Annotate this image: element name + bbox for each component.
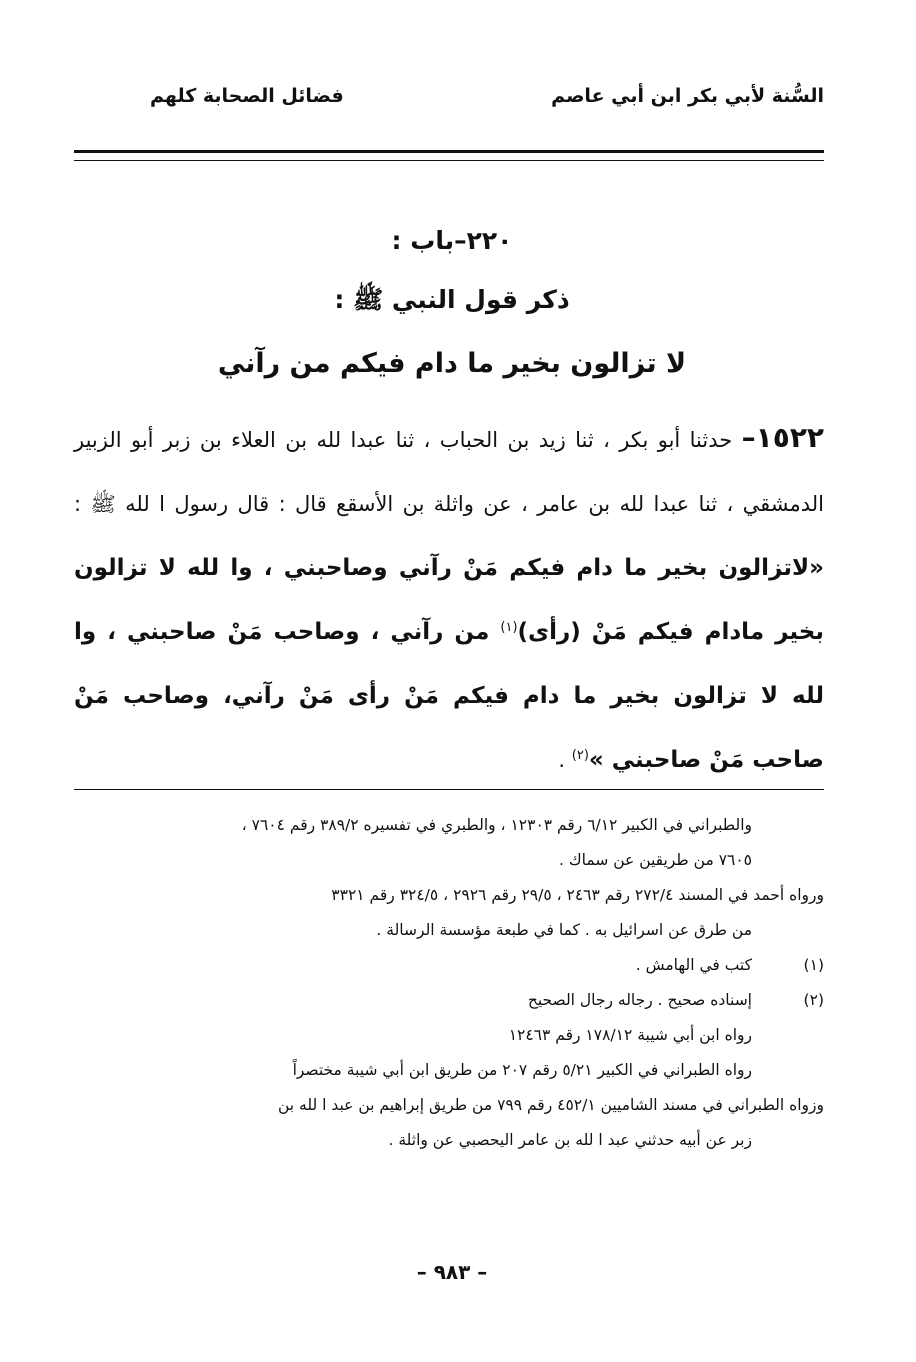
footnotes [74, 808, 824, 1158]
section-title: فضائل الصحابة كلهم [150, 85, 344, 107]
footnote-continued-line: من طرق عن اسرائيل به . كما في طبعة مؤسسة الرسالة . [376, 921, 752, 939]
footnote-continued-line: ٧٦٠٥ من طريقين عن سماك . [559, 851, 752, 869]
footnote-2 [74, 983, 824, 1018]
chapter-title: ذكر قول النبي ﷺ : [334, 285, 570, 314]
book-title: السُّنة لأبي بكر ابن أبي عاصم [551, 85, 824, 107]
hadith-matn-part-2: من رآني ، وصاحب مَنْ صاحبني ، وا لله لا تزالون بخير ما دام فيكم مَنْ رأى مَنْ رآني، وصاحب مَنْ صاحب مَنْ صاحبني » [74, 619, 824, 773]
footnote-1 [74, 948, 824, 983]
footnote-2-line: زبر عن أبيه حدثني عبد ا لله بن عامر اليحصبي عن واثلة . [388, 1131, 752, 1149]
footnote-2-marker: (٢) [803, 991, 824, 1009]
chapter-subtitle: لا تزالون بخير ما دام فيكم من رآني [217, 348, 687, 379]
footnote-2-line: رواه الطبراني في الكبير ٥/٢١ رقم ٢٠٧ من طريق ابن أبي شيبة مختصراً [292, 1061, 752, 1079]
footnote-1-text: كتب في الهامش . [635, 956, 752, 974]
chapter-number: ٢٢٠–باب : [391, 226, 513, 255]
hadith-end: . [558, 748, 572, 772]
footnote-ref-2[interactable]: (٢) [571, 748, 589, 763]
hadith-matn-part-1: «لاتزالون بخير ما دام فيكم مَنْ رآني وصاحبني ، وا لله لا تزالون بخير مادام فيكم مَنْ (رأى) [74, 555, 824, 645]
hadith-text [74, 406, 824, 792]
footnote-ref-1[interactable]: (١) [500, 620, 518, 635]
footnote-2-line: رواه ابن أبي شيبة ١٧٨/١٢ رقم ١٢٤٦٣ [508, 1026, 752, 1044]
hadith-isnad: حدثنا أبو بكر ، ثنا زيد بن الحباب ، ثنا عبدا لله بن العلاء بن زبر أبو الزبير الدمشقي ، ثنا عبدا لله بن عامر ، عن واثلة بن الأسقع قال : قال رسول ا لله ﷺ : [74, 428, 824, 516]
hadith-number: ١٥٢٢– [741, 421, 824, 454]
footnote-2-line: إسناده صحيح . رجاله رجال الصحيح [527, 991, 752, 1009]
header-rule-thin [74, 160, 824, 161]
running-header [150, 78, 824, 114]
header-rule-thick [74, 150, 824, 153]
footnote-continued-line: والطبراني في الكبير ٦/١٢ رقم ١٢٣٠٣ ، والطبري في تفسيره ٣٨٩/٢ رقم ٧٦٠٤ ، [241, 816, 752, 834]
footnote-continued-line: ورواه أحمد في المسند ٢٧٢/٤ رقم ٢٤٦٣ ، ٢٩/٥ رقم ٢٩٢٦ ، ٣٢٤/٥ رقم ٣٣٢١ [331, 886, 824, 904]
footnote-1-marker: (١) [803, 956, 824, 974]
page-number: – ٩٨٣ – [416, 1260, 488, 1284]
footnote-separator [74, 789, 824, 790]
footnote-2-line: وزواه الطبراني في مسند الشاميين ٤٥٢/١ رقم ٧٩٩ من طريق إبراهيم بن عبد ا لله بن [278, 1096, 824, 1114]
